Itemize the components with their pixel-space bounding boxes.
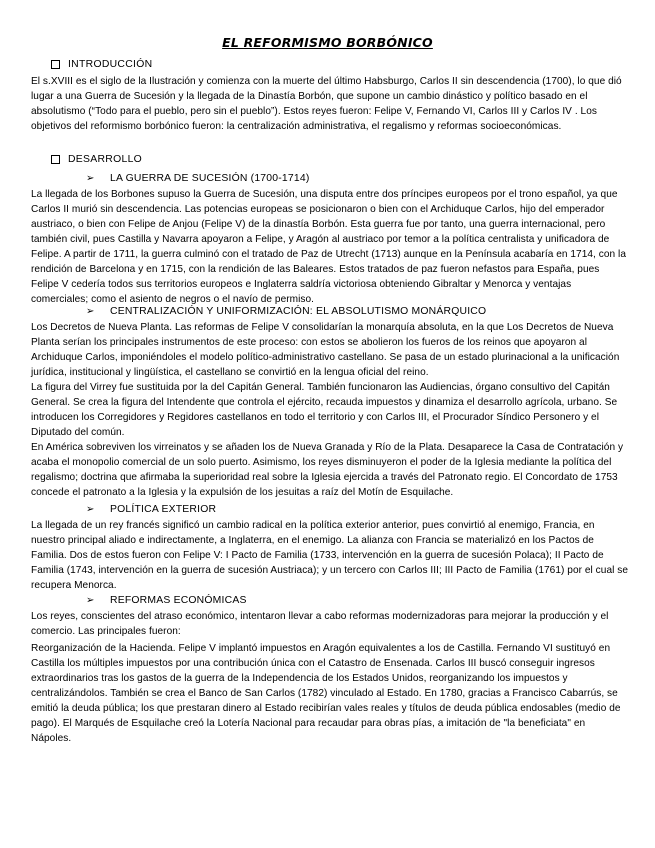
arrow-bullet-icon: ➢ — [86, 504, 95, 515]
subheading-label: LA GUERRA DE SUCESIÓN (1700-1714) — [110, 173, 310, 184]
paragraph-centralization-1: Los Decretos de Nueva Planta. Las reformas de Felipe V consolidarían la monarquía absoluta, en la que Los Decretos de Nueva Planta serían los principales instrumentos de este proceso: con estos se abolieron los fueros de los reinos que apoyaron al Archiduque Carlos, imponiéndoles el modelo político-administrativo castellano. Se pasa de un estado plurinacional a la unificación jurídica, institucional y lingüística, el castellano se convirtió en la lengua oficial del reino. — [31, 322, 620, 378]
page-title: EL REFORMISMO BORBÓNICO — [222, 35, 433, 50]
paragraph-economic-1: Los reyes, conscientes del atraso económico, intentaron llevar a cabo reformas modernizadoras para mejorar la producción y el comercio. Las principales fueron: — [31, 611, 609, 637]
subheading-foreign-policy — [86, 504, 216, 515]
checkbox-icon — [51, 155, 60, 164]
section-heading-label: INTRODUCCIÓN — [68, 59, 153, 70]
paragraph-foreign-policy: La llegada de un rey francés significó un cambio radical en la política exterior anterior, pues convirtió al enemigo, Francia, en nuestro principal aliado e indirectamente, a Inglaterra, en el enemigo. La alianza con Francia se materializó en los Pactos de Familia. Dos de estos fueron con Felipe V: I Pacto de Familia (1733, intervención en la guerra de sucesión Polaca); II Pacto de Familia (1743, intervención en la guerra de sucesión Austriaca); y un tercero con Carlos III; III Pacto de Familia (1761) por el cual se recupera Menorca. — [31, 520, 629, 591]
arrow-bullet-icon: ➢ — [86, 595, 95, 606]
subheading-label: REFORMAS ECONÓMICAS — [110, 595, 247, 606]
paragraph-war: La llegada de los Borbones supuso la Guerra de Sucesión, una disputa entre dos príncipes europeos por el trono español, ya que Carlos II murió sin descendencia. Las potencias europeas se posicionaron o bien con el Archiduque Carlos, hijo del emperador austriaco, o bien con Felipe de Anjou (Felipe V) de la dinastía Borbón. Esta guerra fue por tanto, una guerra internacional, pero también civil, pues Castilla y Navarra apoyaron a Felipe, y Aragón al austriaco por temor a la política centralista y unificadora de Felipe. A partir de 1711, la guerra culminó con el tratado de Paz de Utrecht (1713) aunque en la Península acabaría en 1714, con la rendición de Barcelona y en 1715, con la rendición de las Baleares. Estos tratados de paz fueron nefastos para España, pues Felipe V cedería todos sus territorios europeos e Inglaterra saldría victoriosa obteniendo Gibraltar y Menorca y ventajas comerciales; como el asiento de negros o el navío de permiso. — [31, 189, 626, 305]
subheading-economic-reforms — [86, 595, 247, 606]
subheading-label: POLÍTICA EXTERIOR — [110, 504, 217, 515]
paragraph-centralization-3: En América sobreviven los virreinatos y se añaden los de Nueva Granada y Río de la Plata. Desaparece la Casa de Contratación y acaba el monopolio comercial de un solo puerto. Asimismo, los reyes disminuyeron el poder de la Iglesia mediante la política del regalismo; doctrina que afirmaba la superioridad real sobre la Iglesia ejercida a través del Patronato regio. El Concordato de 1753 concede el patronato a la Iglesia y la expulsión de los jesuitas a raíz del Motín de Esquilache. — [31, 442, 624, 498]
checkbox-icon — [51, 60, 60, 69]
subheading-label: CENTRALIZACIÓN Y UNIFORMIZACIÓN: EL ABSOLUTISMO MONÁRQUICO — [110, 306, 487, 317]
arrow-bullet-icon: ➢ — [86, 306, 95, 317]
section-heading-development — [51, 154, 142, 165]
arrow-bullet-icon: ➢ — [86, 173, 95, 184]
paragraph-economic-2: Reorganización de la Hacienda. Felipe V implantó impuestos en Aragón equivalentes a los de Castilla. Fernando VI sustituyó en Castilla los múltiples impuestos por una contribución única con el Catastro de Ensenada. Carlos III buscó conseguir ingresos extraordinarios tras los gastos de la guerra de la Independencia de los Estados Unidos, reorganizando los impuestos y centralizándolos. También se crea el Banco de San Carlos (1782) vinculado al Estado. En 1780, gracias a Francisco Cabarrús, se emitió la deuda pública; los que prestaran dinero al Estado recibirían vales reales y títulos de deuda pública endosables (medio de pago). El Marqués de Esquilache creó la Lotería Nacional para recaudar para obras pías, a imitación de "la beneficiata" en Nápoles. — [31, 643, 621, 744]
paragraph-intro: El s.XVIII es el siglo de la Ilustración y comienza con la muerte del último Habsburgo, Carlos II sin descendencia (1700), lo que dió lugar a una Guerra de Sucesión y la llegada de la Dinastía Borbón, que supone un cambio dinástico y político basado en el absolutismo (“Todo para el pueblo, pero sin el pueblo”). Estos reyes fueron: Felipe V, Fernando VI, Carlos III y Carlos IV . Los objetivos del reformismo borbónico fueron: la centralización administrativa, el regalismo y reformas socioeconómicas. — [31, 76, 622, 132]
section-heading-label: DESARROLLO — [68, 154, 143, 165]
subheading-war — [86, 173, 309, 184]
subheading-centralization — [86, 306, 486, 317]
paragraph-centralization-2: La figura del Virrey fue sustituida por la del Capitán General. También funcionaron las Audiencias, órgano consultivo del Capitán General. Se crea la figura del Intendente que controla el ejército, recauda impuestos y dinamiza el desarrollo agrícola, urbano. Se introducen los Corregidores y Regidores castellanos en todo el territorio y con Carlos III, el Procurador Síndico Personero y el Diputado del común. — [31, 382, 618, 438]
section-heading-intro — [51, 59, 152, 70]
